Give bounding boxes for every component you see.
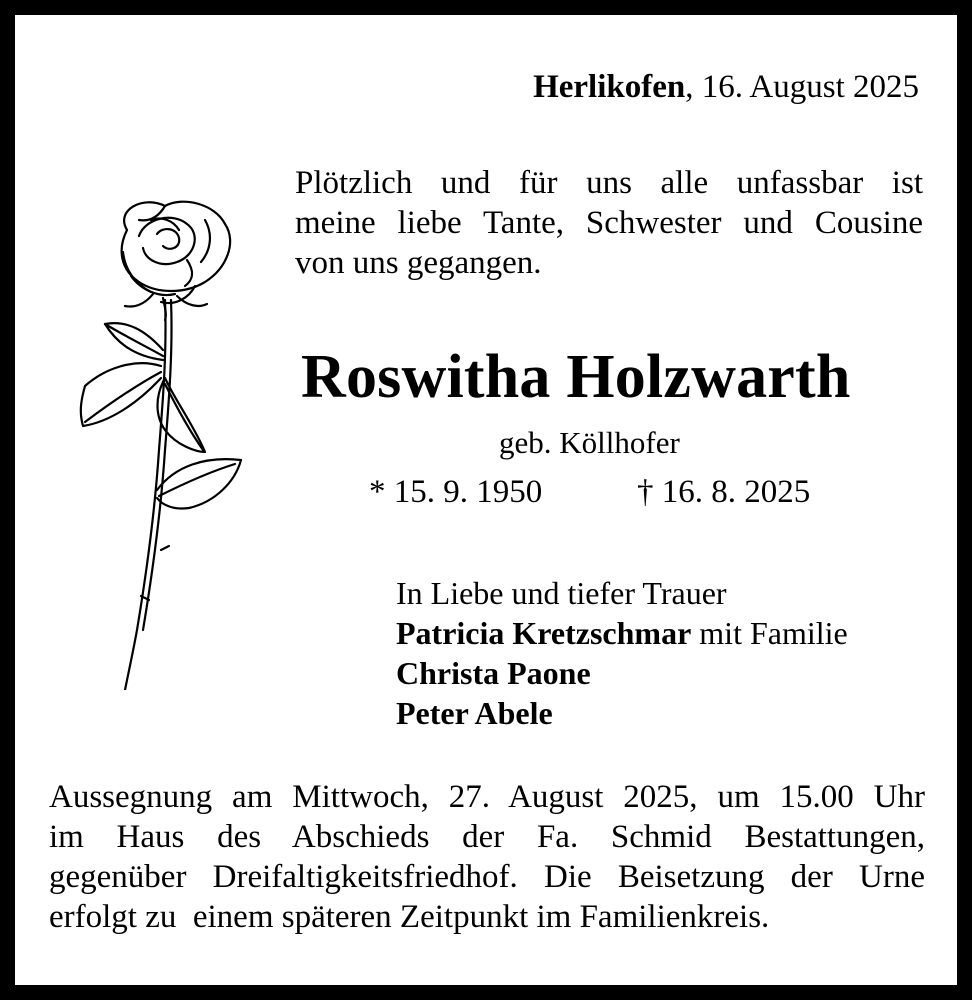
intro-line-3: von uns gegangen. [295, 245, 542, 281]
deceased-name: Roswitha Holzwarth [301, 343, 851, 411]
mourner-name: Peter Abele [396, 695, 553, 731]
service-line-3: gegenüber Dreifaltigkeitsfriedhof. Die Beisetzung der Urne [49, 859, 925, 895]
rose-icon [65, 190, 245, 690]
service-line-1: Aussegnung am Mittwoch, 27. August 2025, um 15.00 Uhr [49, 779, 925, 815]
notice-date: , 16. August 2025 [685, 69, 919, 105]
place-name: Herlikofen [533, 69, 686, 105]
mourner-name: Patricia Kretzschmar [396, 615, 692, 651]
place-date-line [533, 67, 919, 107]
mourner-line [396, 653, 848, 693]
service-line-4: erfolgt zu einem späteren Zeitpunkt im Familienkreis. [49, 899, 770, 935]
service-line-2: im Haus des Abschieds der Fa. Schmid Bestattungen, [49, 819, 925, 855]
birth-name: geb. Köllhofer [499, 425, 680, 460]
mourner-name: Christa Paone [396, 655, 591, 691]
mourner-line [396, 693, 848, 733]
mourner-suffix: mit Familie [691, 615, 848, 651]
death-date: † 16. 8. 2025 [637, 474, 811, 510]
obituary-notice [15, 15, 957, 985]
intro-line-1: Plötzlich und für uns alle unfassbar ist [295, 165, 923, 201]
mourner-line [396, 613, 848, 653]
intro-line-2: meine liebe Tante, Schwester und Cousine [295, 205, 923, 241]
service-text [49, 777, 925, 937]
mourners-intro: In Liebe und tiefer Trauer [396, 575, 727, 611]
intro-text [295, 163, 923, 283]
mourners-block [396, 573, 848, 733]
birth-date: * 15. 9. 1950 [369, 474, 543, 510]
